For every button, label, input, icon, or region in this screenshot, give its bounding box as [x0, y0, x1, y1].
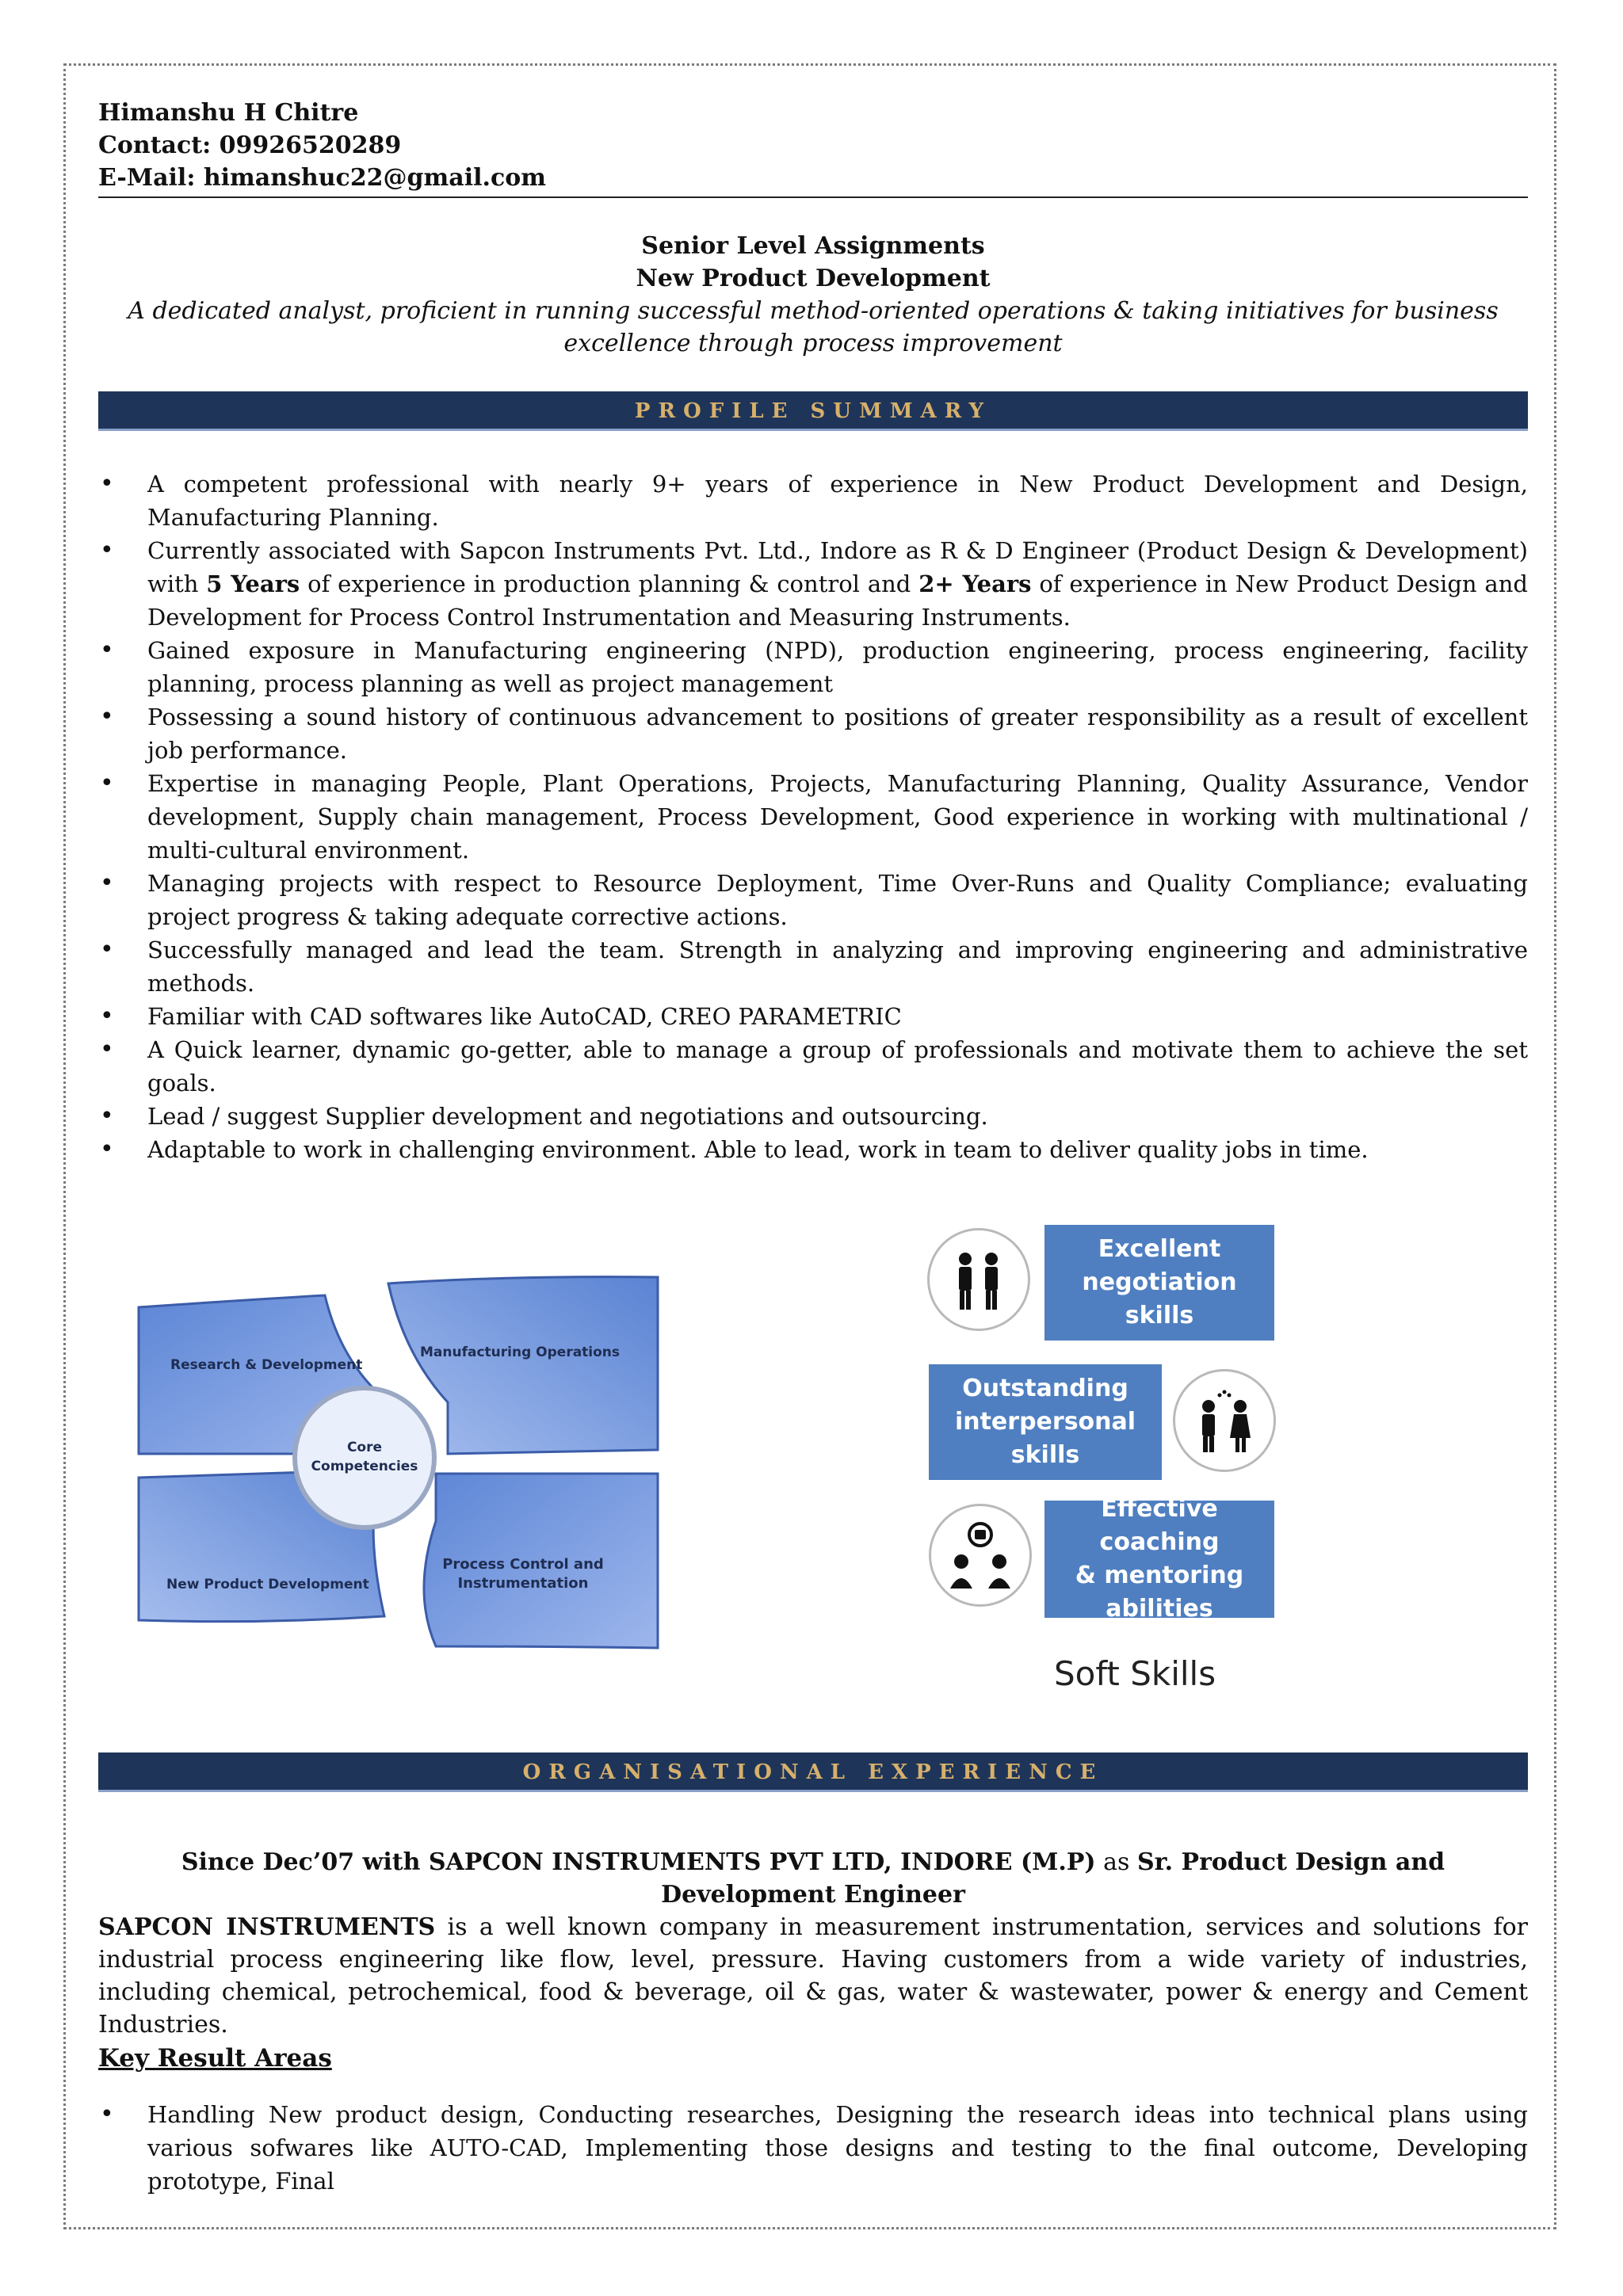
header-divider	[98, 196, 1528, 198]
kra-list	[98, 2098, 1528, 2198]
organisational-experience-heading: ORGANISATIONAL EXPERIENCE	[98, 1753, 1528, 1792]
skill-interpersonal: Outstanding interpersonal skills	[929, 1364, 1162, 1480]
hero-tagline: A dedicated analyst, proficient in running successful method-oriented operations & taking initiatives for business excellence through process improvement	[128, 297, 1499, 357]
soft-skills-title: Soft Skills	[1054, 1654, 1216, 1693]
list-item: • A competent professional with nearly 9+ years of experience in New Product Development and Design, Manufacturing Planning.	[98, 467, 1528, 534]
key-result-areas-heading: Key Result Areas	[98, 2044, 332, 2073]
people-icon	[927, 1228, 1030, 1331]
list-item: • A Quick learner, dynamic go-getter, able to manage a group of professionals and motivate them to achieve the set goals.	[98, 1033, 1528, 1100]
quadrant-label: Instrumentation	[457, 1575, 589, 1592]
list-item: • Handling New product design, Conducting researches, Designing the research ideas into technical plans using various sofwares like AUTO-CAD, Implementing those designs and testing to the final outcome, Developing prototype, Final	[98, 2098, 1528, 2198]
hero-line-1: Senior Level Assignments	[641, 232, 985, 260]
list-item: • Familiar with CAD softwares like AutoCAD, CREO PARAMETRIC	[98, 1000, 1528, 1033]
list-item: • Managing projects with respect to Resource Deployment, Time Over-Runs and Quality Compliance; evaluating project progress & taking adequate corrective actions.	[98, 867, 1528, 933]
coaching-icon	[929, 1504, 1032, 1607]
hero-block	[98, 230, 1528, 360]
quadrant-label: Process Control and	[442, 1556, 604, 1573]
profile-summary-heading: PROFILE SUMMARY	[98, 391, 1528, 431]
core-circle	[295, 1388, 434, 1527]
skill-coaching: Effective coaching & mentoring abilities	[1044, 1501, 1274, 1618]
list-item: • Adaptable to work in challenging environment. Able to lead, work in team to deliver quality jobs in time.	[98, 1133, 1528, 1166]
hero-line-2: New Product Development	[636, 265, 991, 292]
core-label: Core	[346, 1440, 383, 1455]
skill-negotiation: Excellent negotiation skills	[1044, 1225, 1274, 1341]
list-item: • Currently associated with Sapcon Instruments Pvt. Ltd., Indore as R & D Engineer (Product Design & Development) with 5 Years of experience in production planning & control and 2+ Years of experience in New Product Design and Development for Process Control Instrumentation and Measuring Instruments.	[98, 534, 1528, 634]
profile-summary-list	[98, 467, 1528, 1166]
company-description: SAPCON INSTRUMENTS is a well known company in measurement instrumentation, services and solutions for industrial process engineering like flow, level, pressure. Having customers from a wide variety of industries, including chemical, petrochemical, food & beverage, oil & gas, water & wastewater, power & energy and Cement Industries.	[98, 1913, 1529, 2039]
quadrant-label: Research & Development	[170, 1357, 363, 1373]
job-title: Since Dec’07 with SAPCON INSTRUMENTS PVT LTD, INDORE (M.P) as Sr. Product Design and Development Engineer	[181, 1848, 1445, 1909]
quadrant-label: New Product Development	[166, 1577, 369, 1592]
contact-phone: Contact: 09926520289	[98, 132, 402, 159]
list-item: • Successfully managed and lead the team. Strength in analyzing and improving engineering and administrative methods.	[98, 933, 1528, 1000]
list-item: • Expertise in managing People, Plant Operations, Projects, Manufacturing Planning, Quality Assurance, Vendor development, Supply chain management, Process Development, Good experience in working with multinational / multi-cultural environment.	[98, 767, 1528, 867]
quadrant-label: Manufacturing Operations	[420, 1344, 621, 1360]
job-block	[98, 1846, 1528, 2041]
contact-email: E-Mail: himanshuc22@gmail.com	[98, 164, 546, 192]
list-item: • Possessing a sound history of continuous advancement to positions of greater responsibility as a result of excellent job performance.	[98, 700, 1528, 767]
candidate-name: Himanshu H Chitre	[98, 99, 359, 127]
list-item: • Lead / suggest Supplier development and negotiations and outsourcing.	[98, 1100, 1528, 1133]
conversation-icon	[1173, 1369, 1276, 1472]
core-competencies-graphic	[135, 1268, 674, 1664]
core-label: Competencies	[311, 1459, 418, 1474]
contact-block	[98, 97, 1528, 194]
list-item: • Gained exposure in Manufacturing engineering (NPD), production engineering, process engineering, facility planning, process planning as well as project management	[98, 634, 1528, 700]
